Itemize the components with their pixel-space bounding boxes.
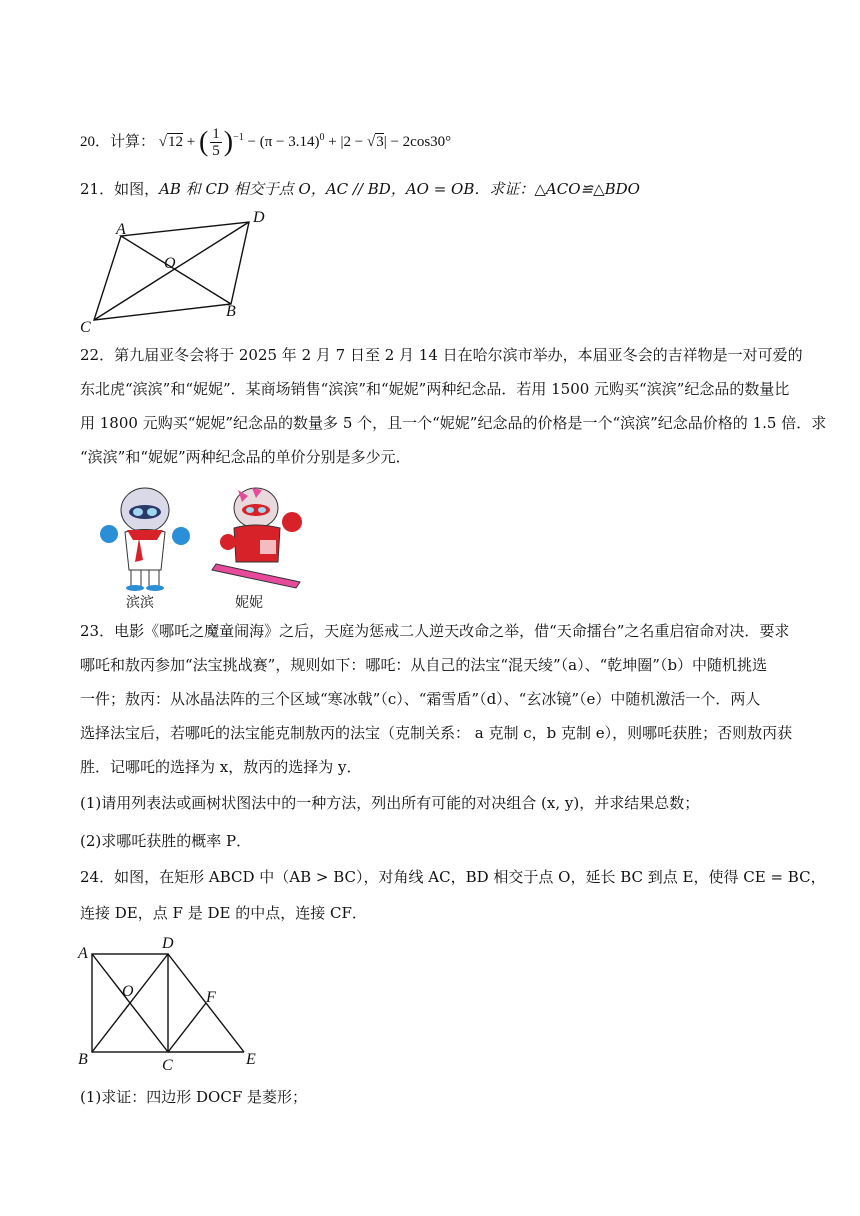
q23-line-2: 哪吒和敖丙参加“法宝挑战赛”，规则如下：哪吒：从自己的法宝“混天绫”（a）、“乾坤圈”（b）中随机挑选 bbox=[80, 656, 768, 674]
q21-label-c: C bbox=[80, 319, 91, 336]
q23-line-1: 23．电影《哪吒之魔童闹海》之后，天庭为惩戒二人逆天改命之举，借“天命擂台”之名重启宿命对决．要求 bbox=[80, 622, 790, 640]
q21-label-o: O bbox=[164, 255, 176, 272]
q20-expression: 20．计算： √12 + ( $\frac{1}{5}$ )$^{-1} - (\pi - 3.14)^0 + |2 - √3| - 2\cos 30^\circ$ bbox=[80, 126, 452, 159]
q20-fraction: $\frac{1}{5}$ bbox=[212, 126, 220, 159]
q23-sub-2: (2)求哪吒获胜的概率 P． bbox=[80, 832, 252, 850]
q24-line-2: 连接 DE，点 F 是 DE 的中点，连接 CF． bbox=[80, 904, 367, 922]
q20-pi-expr: π − 3.14 bbox=[264, 133, 315, 150]
q23-line-4: 选择法宝后，若哪吒的法宝能克制敖丙的法宝（克制关系： a 克制 c，b 克制 e），则哪吒获胜；否则敖丙获 bbox=[80, 724, 793, 742]
q21-text bbox=[80, 178, 640, 200]
q22-line-4: “滨滨”和“妮妮”两种纪念品的单价分别是多少元． bbox=[80, 448, 411, 466]
q21-label-d: D bbox=[253, 209, 265, 226]
sqrt-symbol: √ bbox=[158, 133, 167, 150]
q24-label-a: A bbox=[78, 945, 88, 962]
q24-label-e: E bbox=[246, 1051, 256, 1068]
q23-line-3: 一件；敖丙：从冰晶法阵的三个区域“寒冰戟”（c）、“霜雪盾”（d）、“玄冰镜”（e）中随机激活一个．两人 bbox=[80, 690, 761, 708]
q20-label: 20．计算： bbox=[80, 133, 156, 150]
mascot-caption-binbin: 滨滨 bbox=[126, 595, 154, 611]
q21-figure bbox=[76, 208, 276, 338]
q24-label-o: O bbox=[122, 983, 134, 1000]
q24-label-d: D bbox=[162, 935, 174, 952]
q21-label-a: A bbox=[116, 221, 126, 238]
q24-label-b: B bbox=[78, 1051, 88, 1068]
q24-label-f: F bbox=[206, 989, 216, 1006]
q20-sqrt12: 12 bbox=[168, 133, 183, 150]
q23-line-5: 胜．记哪吒的选择为 x，敖丙的选择为 y． bbox=[80, 758, 362, 776]
q24-line-1: 24．如图，在矩形 ABCD 中（AB > BC），对角线 AC，BD 相交于点 O，延长 BC 到点 E，使得 CE = BC， bbox=[80, 868, 826, 886]
q21-statement: AB 和 CD 相交于点 O，AC // BD，AO = OB．求证：△ACO≌△BDO bbox=[159, 180, 640, 198]
q20-cos-term: − 2cos30° bbox=[390, 133, 452, 150]
q24-label-c: C bbox=[162, 1057, 173, 1070]
q22-line-1: 22．第九届亚冬会将于 2025 年 2 月 7 日至 2 月 14 日在哈尔滨市举办，本届亚冬会的吉祥物是一对可爱的 bbox=[80, 346, 803, 364]
mascot-nini-image bbox=[208, 482, 308, 592]
q24-figure bbox=[76, 930, 276, 1070]
q20-abs-a: 2 − bbox=[343, 133, 367, 150]
q20-exp0: 0 bbox=[319, 131, 325, 143]
q22-line-2: 东北虎“滨滨”和“妮妮”．某商场销售“滨滨”和“妮妮”两种纪念品．若用 1500 元购买“滨滨”纪念品的数量比 bbox=[80, 380, 790, 398]
q20-sqrt3: 3 bbox=[376, 133, 384, 150]
q24-sub-1: (1)求证：四边形 DOCF 是菱形； bbox=[80, 1088, 307, 1106]
q21-num: 21．如图， bbox=[80, 180, 160, 198]
q21-label-b: B bbox=[226, 303, 236, 320]
q23-sub-1: (1)请用列表法或画树状图法中的一种方法，列出所有可能的对决组合 (x, y)，并求结果总数； bbox=[80, 794, 700, 812]
q24-line-cf bbox=[168, 1003, 206, 1052]
q22-line-3: 用 1800 元购买“妮妮”纪念品的数量多 5 个，且一个“妮妮”纪念品的价格是一个“滨滨”纪念品价格的 1.5 倍．求 bbox=[80, 414, 827, 432]
q20-exp-neg1: −1 bbox=[233, 131, 244, 143]
mascot-caption-nini: 妮妮 bbox=[235, 595, 263, 611]
mascot-binbin-image bbox=[95, 482, 195, 592]
